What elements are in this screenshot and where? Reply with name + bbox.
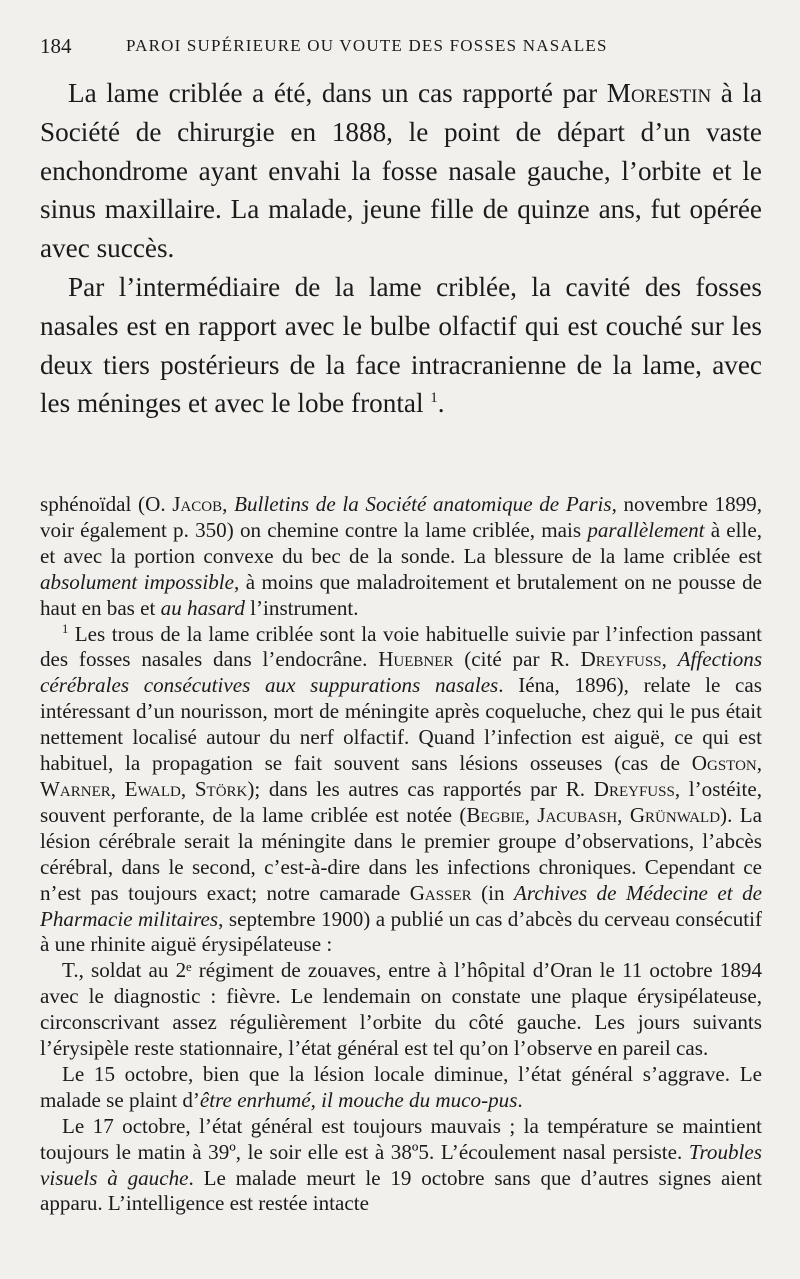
case-paragraph-1: T., soldat au 2ᵉ régiment de zouaves, entre à l’hôpital d’Oran le 11 octobre 1894 avec le diagnostic : fièvre. Le lendemain on constate une plaque érysipélateuse, circonscrivant assez régulièrement l’orbite du côté gauche. Les jours suivants l’érysipèle reste stationnaire, l’état général est tel qu’on l’observe en pareil cas.: [40, 958, 762, 1061]
paragraph-lame-criblee: Par l’intermédiaire de la lame criblée, la cavité des fosses nasales est en rapport avec le bulbe olfactif qui est couché sur les deux tiers postérieurs de la face intracranienne de la lame, avec les méninges et avec le lobe frontal $^1$.: [40, 271, 762, 419]
author-name: Dreyfuss: [593, 776, 675, 801]
journal-title: Bulletins de la Société anatomique de Paris: [234, 492, 612, 516]
footnote-ref: 1: [430, 390, 438, 407]
running-title: PAROI SUPÉRIEURE OU VOUTE DES FOSSES NASALES: [126, 36, 608, 55]
case-paragraph-2: Le 15 octobre, bien que la lésion locale diminue, l’état général s’aggrave. Le malade se plaint d’être enrhumé, il mouche du muco-pus.: [40, 1061, 762, 1112]
author-name: Morestin: [606, 78, 712, 108]
main-text: [40, 74, 762, 423]
author-list: Ogston, Warner, Ewald, Störk: [40, 751, 763, 801]
footnote-continuation: sphénoïdal (O. Jacob, Bulletins de la Société anatomique de Paris, novembre 1899, voir également p. 350) on chemine contre la lame criblée, mais parallèlement à elle, et avec la portion convexe du bec de la sonde. La blessure de la lame criblée est absolument impossible, à moins que maladroitement et brutalement on ne pousse de haut en bas et au hasard l’instrument.: [40, 492, 762, 620]
author-name: Jacob: [172, 492, 223, 516]
footnote-mark: 1: [62, 621, 69, 636]
footnote-1: $^1$ Les trous de la lame criblée sont la voie habituelle suivie par l’infection passant des fosses nasales dans l’endocrâne. Huebner (cité par R. Dreyfuss, Affections cérébrales consécutives aux suppurations nasales. Iéna, 1896), relate le cas intéressant d’un nourisson, mort de méningite après coqueluche, chez qui le pus était nettement localisé autour du nerf olfactif. Quand l’infection est aiguë, ce qui est habituel, la propagation se fait souvent sans lésions osseuses (cas de Ogston, Warner, Ewald, Störk); dans les autres cas rapportés par R. Dreyfuss, l’ostéite, souvent perforante, de la lame criblée est notée (Begbie, Jacubash, Grünwald). La lésion cérébrale serait la méningite dans le premier groupe d’observations, l’abcès cérébral, dans le second, c’est-à-dire dans les infections chroniques. Cependant ce n’est pas toujours exact; notre camarade Gasser (in Archives de Médecine et de Pharmacie militaires, septembre 1900) a publié un cas d’abcès du cerveau consécutif à une rhinite aiguë érysipélateuse :: [40, 621, 763, 957]
journal-title: Archives de Médecine et de Pharmacie militaires: [40, 880, 763, 931]
page-number: 184: [40, 34, 72, 58]
author-list: Begbie, Jacubash, Grünwald: [466, 802, 721, 827]
author-name: Gasser: [409, 880, 472, 905]
paragraph-enchondrome: La lame criblée a été, dans un cas rapporté par Morestin à la Société de chirurgie en 1888, le point de départ d’un vaste enchondrome ayant envahi la fosse nasale gauche, l’orbite et le sinus maxillaire. La malade, jeune fille de quinze ans, fut opérée avec succès.: [40, 78, 763, 264]
author-name: Huebner: [378, 647, 454, 672]
running-head: [40, 34, 762, 60]
book-title: Affections cérébrales consécutives aux suppurations nasales: [40, 647, 763, 698]
case-paragraph-3: Le 17 octobre, l’état général est toujours mauvais ; la température se maintient toujours le matin à 39º, le soir elle est à 38º5. L’écoulement nasal persiste. Troubles visuels à gauche. Le malade meurt le 19 octobre sans que d’autres signes aient apparu. L’intelligence est restée intacte: [40, 1113, 762, 1216]
footnotes: [40, 492, 762, 1217]
author-name: Dreyfuss: [580, 647, 662, 672]
